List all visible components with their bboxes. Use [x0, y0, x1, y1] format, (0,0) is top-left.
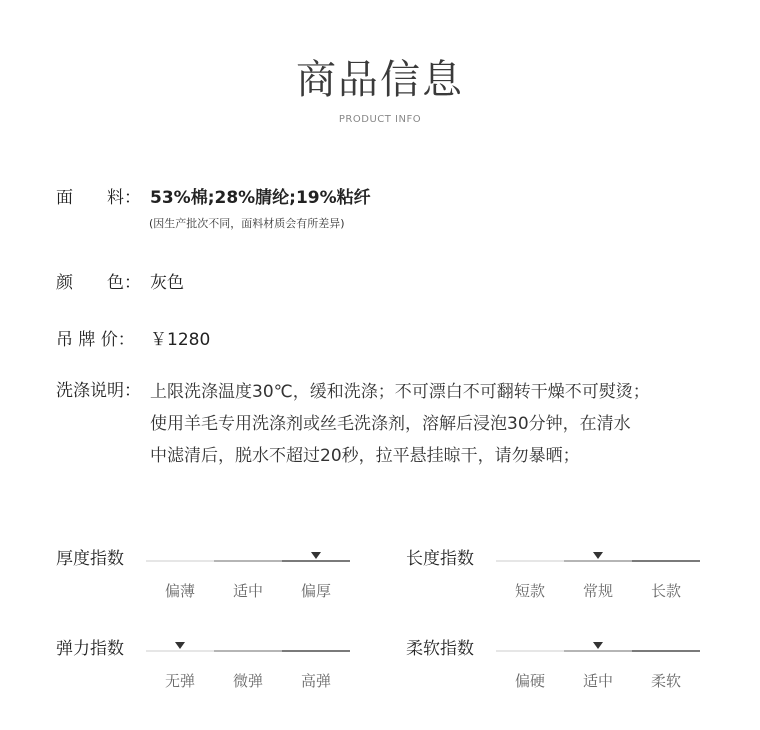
gauge-tick: 适中	[582, 672, 613, 690]
gauge-marker-icon	[593, 552, 603, 559]
gauge-label: 长度指数	[406, 549, 474, 569]
gauge-tick: 无弹	[164, 672, 195, 690]
gauge-track	[496, 560, 700, 600]
price-row	[56, 325, 211, 350]
gauge-segment	[632, 650, 700, 652]
elasticity-gauge	[56, 639, 356, 690]
gauge-segment	[632, 560, 700, 562]
gauge-segment	[496, 560, 564, 562]
fabric-label: 面 料：	[56, 188, 141, 208]
section-subtitle: PRODUCT INFO	[338, 114, 422, 125]
gauge-tick: 偏薄	[164, 582, 195, 600]
gauge-label: 柔软指数	[406, 639, 474, 659]
gauge-tick: 偏厚	[300, 582, 331, 600]
gauge-segment	[214, 650, 282, 652]
washing-line: 使用羊毛专用洗涤剂或丝毛洗涤剂，溶解后浸泡30分钟，在清水	[150, 414, 631, 434]
fabric-row	[56, 183, 371, 208]
gauge-segment	[564, 560, 632, 562]
gauge-marker-icon	[593, 642, 603, 649]
gauge-segment	[282, 560, 350, 562]
washing-label: 洗涤说明：	[56, 381, 141, 401]
gauge-label: 弹力指数	[56, 639, 124, 659]
gauge-tick: 柔软	[650, 672, 681, 690]
fabric-note: (因生产批次不同，面料材质会有所差异)	[149, 217, 345, 230]
gauge-tick: 偏硬	[514, 672, 545, 690]
thickness-gauge	[56, 549, 356, 600]
gauge-track	[146, 650, 350, 690]
gauge-label: 厚度指数	[56, 549, 124, 569]
gauge-segment	[146, 650, 214, 652]
gauge-tick: 微弹	[232, 672, 263, 690]
softness-gauge	[406, 639, 706, 690]
gauge-tick: 短款	[514, 582, 545, 600]
washing-line: 中滤清后，脱水不超过20秒，拉平悬挂晾干，请勿暴晒；	[150, 446, 580, 466]
gauge-tick: 长款	[650, 582, 681, 600]
gauge-marker-icon	[311, 552, 321, 559]
gauge-segment	[146, 560, 214, 562]
gauge-tick: 常规	[582, 582, 613, 600]
gauge-segment	[214, 560, 282, 562]
gauge-segment	[564, 650, 632, 652]
gauge-track	[496, 650, 700, 690]
gauge-tick: 高弹	[300, 672, 331, 690]
gauge-tick: 适中	[232, 582, 263, 600]
section-header	[0, 57, 760, 125]
gauge-track	[146, 560, 350, 600]
length-gauge	[406, 549, 706, 600]
washing-instructions	[150, 376, 710, 472]
fabric-value: 53%棉;28%腈纶;19%粘纤	[150, 188, 371, 208]
color-row	[56, 268, 184, 293]
price-label: 吊 牌 价：	[56, 330, 135, 350]
gauge-segment	[496, 650, 564, 652]
color-label: 颜 色：	[56, 273, 141, 293]
washing-line: 上限洗涤温度30℃，缓和洗涤；不可漂白不可翻转干燥不可熨烫；	[150, 382, 650, 402]
color-value: 灰色	[150, 273, 184, 293]
gauge-segment	[282, 650, 350, 652]
washing-row	[56, 376, 650, 466]
price-value: ￥1280	[150, 330, 211, 350]
gauge-marker-icon	[175, 642, 185, 649]
section-title: 商品信息	[296, 57, 464, 103]
